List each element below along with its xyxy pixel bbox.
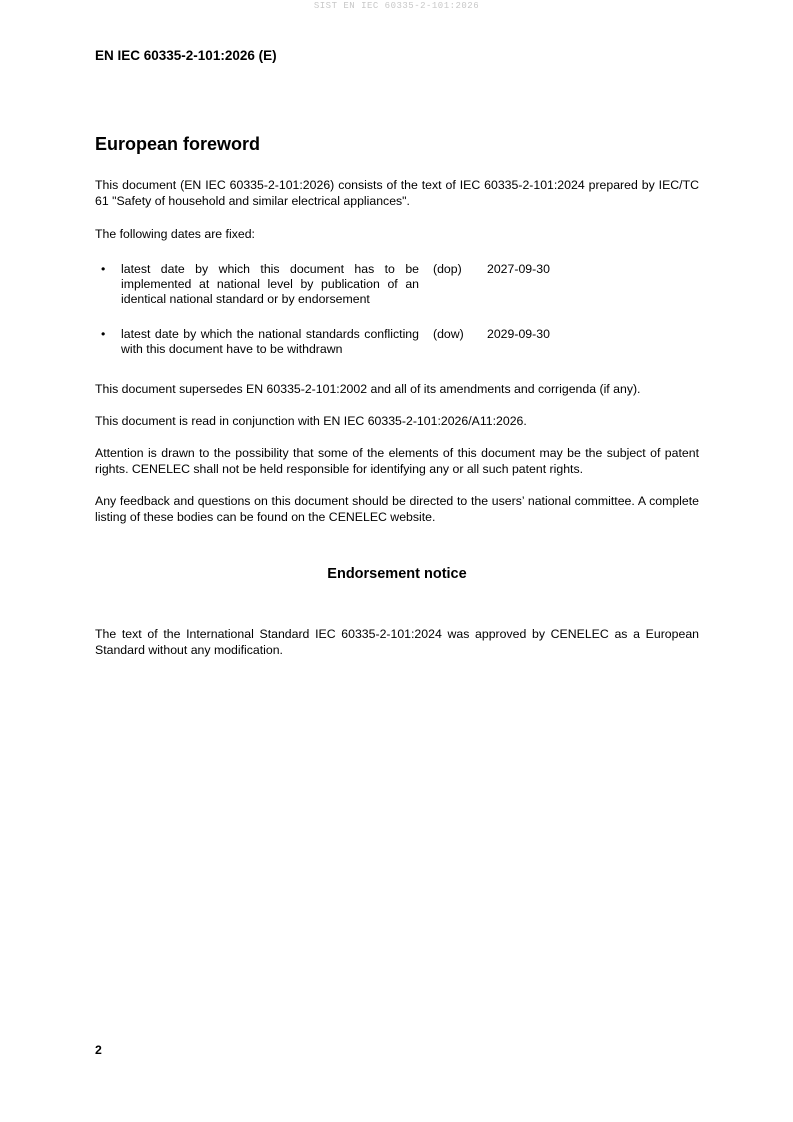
- dates-intro: The following dates are fixed:: [95, 227, 255, 241]
- date-item-text: latest date by which the national standards conflicting with this document have to be withdrawn: [121, 327, 419, 356]
- conjunction-paragraph: This document is read in conjunction with EN IEC 60335-2-101:2026/A11:2026.: [95, 414, 527, 428]
- date-item-text: latest date by which this document has to be implemented at national level by publication of an identical national standard or by endorsement: [121, 262, 419, 306]
- bullet-icon: •: [101, 262, 106, 276]
- supersedes-paragraph: This document supersedes EN 60335-2-101:2002 and all of its amendments and corrigenda (if any).: [95, 382, 641, 396]
- feedback-paragraph: Any feedback and questions on this document should be directed to the users’ national committee. A complete listing of these bodies can be found on the CENELEC website.: [95, 494, 699, 524]
- foreword-title: European foreword: [95, 134, 261, 154]
- patent-paragraph: Attention is drawn to the possibility that some of the elements of this document may be the subject of patent rights. CENELEC shall not be held responsible for identifying any or all such patent rights.: [95, 446, 699, 476]
- page-number: 2: [95, 1043, 102, 1057]
- foreword-intro: This document (EN IEC 60335-2-101:2026) consists of the text of IEC 60335-2-101:2024 prepared by IEC/TC 61 "Safety of household and similar electrical appliances".: [95, 178, 699, 208]
- date-item-code: (dow): [433, 327, 464, 341]
- endorsement-title: Endorsement notice: [327, 566, 467, 582]
- date-item-code: (dop): [433, 262, 462, 276]
- endorsement-text: The text of the International Standard IEC 60335-2-101:2024 was approved by CENELEC as a European Standard without any modification.: [95, 627, 699, 657]
- document-id-header: EN IEC 60335-2-101:2026 (E): [95, 48, 277, 63]
- date-item-date: 2027-09-30: [487, 262, 550, 276]
- date-item-date: 2029-09-30: [487, 327, 550, 341]
- watermark: SIST EN IEC 60335-2-101:2026: [313, 1, 480, 11]
- bullet-icon: •: [101, 327, 106, 341]
